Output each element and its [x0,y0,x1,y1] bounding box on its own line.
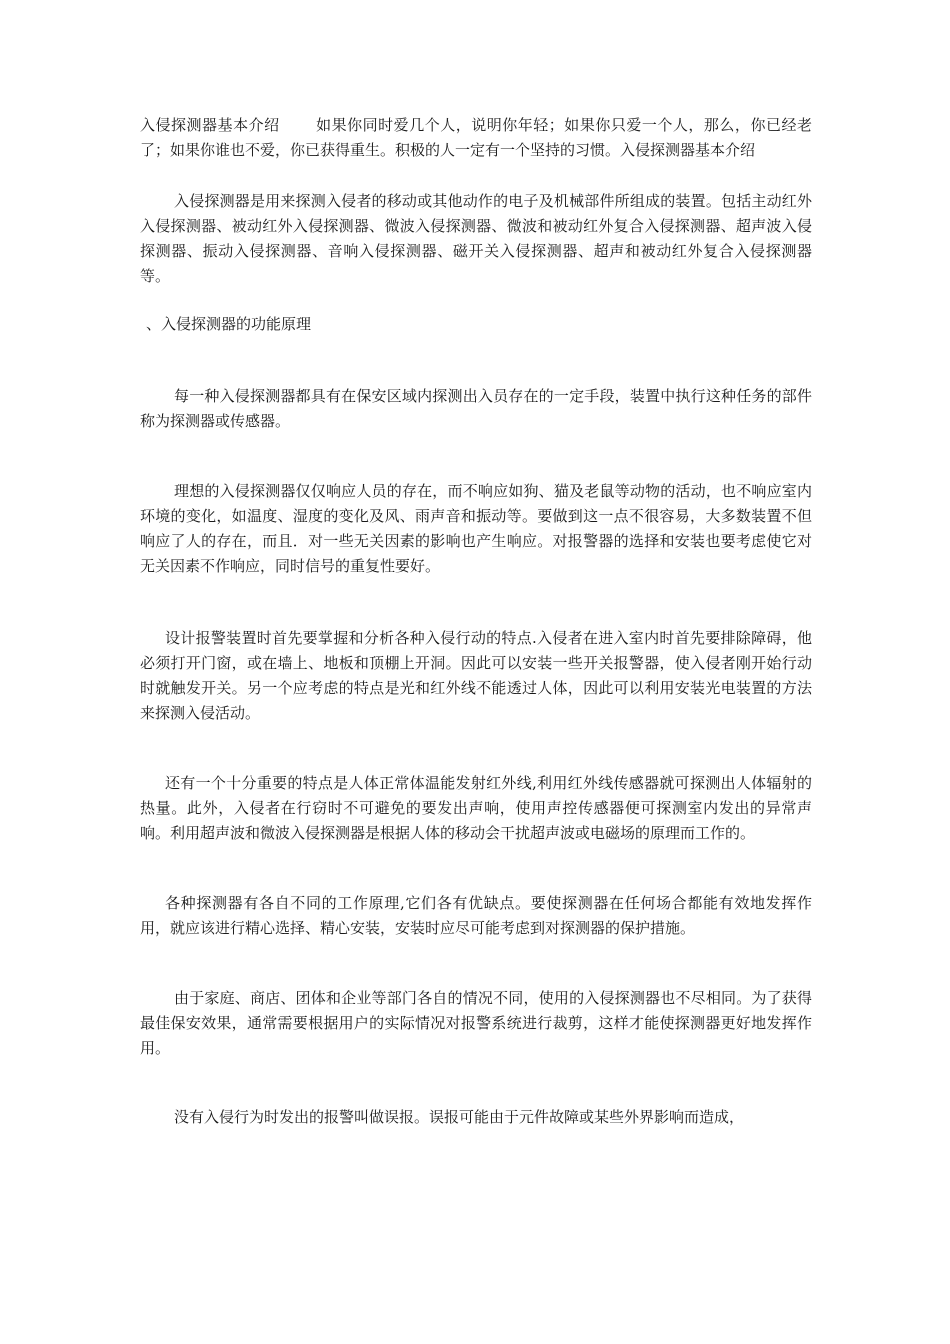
section-heading-function-principle: 、入侵探测器的功能原理 [146,315,312,333]
document-page [140,113,812,1130]
paragraph-false-alarm: 没有入侵行为时发出的报警叫做误报。误报可能由于元件故障或某些外界影响而造成， [174,1108,745,1126]
paragraph-detector-types: 各种探测器有各自不同的工作原理,它们各有优缺点。要使探测器在任何场合都能有效地发挥作用，就应该进行精心选择、精心安装，安装时应尽可能考虑到对探测器的保护措施。 [140,894,812,937]
paragraph-usage-scenarios: 由于家庭、商店、团体和企业等部门各自的情况不同，使用的入侵探测器也不尽相同。为了获得最佳保安效果，通常需要根据用户的实际情况对报警系统进行裁剪，这样才能使探测器更好地发挥作用。 [140,989,812,1057]
intro-title: 入侵探测器基本介绍 [140,116,280,134]
paragraph-definition: 入侵探测器是用来探测入侵者的移动或其他动作的电子及机械部件所组成的装置。包括主动红外入侵探测器、被动红外入侵探测器、微波入侵探测器、微波和被动红外复合入侵探测器、超声波入侵探测器、振动入侵探测器、音响入侵探测器、磁开关入侵探测器、超声和被动红外复合入侵探测器等。 [140,192,812,285]
intro-text: 如果你同时爱几个人，说明你年轻；如果你只爱一个人，那么，你已经老了；如果你谁也不爱，你已获得重生。积极的人一定有一个坚持的习惯。入侵探测器基本介绍 [140,116,812,159]
paragraph-ideal-detector: 理想的入侵探测器仅仅响应人员的存在，而不响应如狗、猫及老鼠等动物的活动，也不响应室内环境的变化，如温度、湿度的变化及风、雨声音和振动等。要做到这一点不很容易，大多数装置不但响应了人的存在，而且．对一些无关因素的影响也产生响应。对报警器的选择和安装也要考虑使它对无关因素不作响应，同时信号的重复性要好。 [140,482,812,575]
paragraph-detection-means: 每一种入侵探测器都具有在保安区域内探测出入员存在的一定手段，装置中执行这种任务的部件称为探测器或传感器。 [140,387,812,430]
intro-paragraph [140,113,812,163]
paragraph-design-considerations: 设计报警装置时首先要掌握和分析各种入侵行动的特点.入侵者在进入室内时首先要排除障碍，他必须打开门窗，或在墙上、地板和顶棚上开洞。因此可以安装一些开关报警器，使入侵者刚开始行动时就触发开关。另一个应考虑的特点是光和红外线不能透过人体，因此可以利用安装光电装置的方法来探测入侵活动。 [140,629,812,722]
paragraph-infrared-features: 还有一个十分重要的特点是人体正常体温能发射红外线,利用红外线传感器就可探测出人体辐射的热量。此外，入侵者在行窃时不可避免的要发出声响，使用声控传感器便可探测室内发出的异常声响。利用超声波和微波入侵探测器是根据人体的移动会干扰超声波或电磁场的原理而工作的。 [140,774,812,842]
